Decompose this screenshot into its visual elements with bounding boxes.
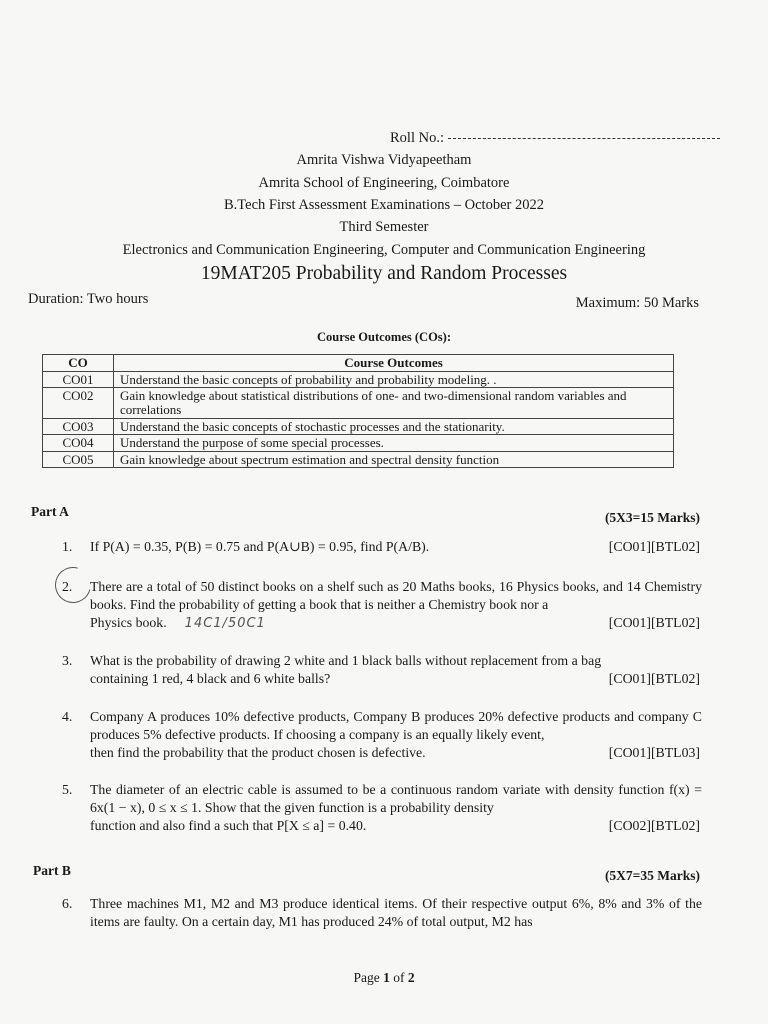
question-number: 1. [62, 539, 73, 554]
co-tag: [CO01][BTL02] [608, 539, 700, 554]
question-text: Company A produces 10% defective products, Company B produces 20% defective products and company C produces 5% defective products. If choosing a company is an equally likely event, [90, 709, 702, 742]
question-text: What is the probability of drawing 2 white and 1 black balls without replacement from a bag [90, 653, 602, 668]
question-3 [62, 652, 702, 688]
duration: Duration: Two hours [28, 291, 149, 307]
question-number: 2. [62, 579, 73, 594]
question-text-end: Physics book. [90, 614, 167, 630]
roll-number-field [390, 130, 720, 147]
question-number: 4. [62, 709, 73, 724]
page-total: 2 [407, 970, 415, 985]
column-header-outcomes: Course Outcomes [114, 355, 674, 372]
table-row [43, 388, 674, 418]
page-indicator [0, 970, 768, 986]
table-row [43, 418, 674, 435]
table-row [43, 435, 674, 452]
question-5 [62, 781, 702, 835]
page-number: 1 [383, 970, 390, 985]
part-a-label: Part A [31, 504, 69, 519]
table-row [43, 371, 674, 388]
co-tag: [CO01][BTL03] [608, 744, 700, 760]
roll-number-blank [448, 138, 720, 139]
school-name: Amrita School of Engineering, Coimbatore [258, 175, 510, 191]
question-number: 3. [62, 653, 73, 668]
question-number: 5. [62, 782, 73, 797]
question-6 [62, 895, 702, 931]
exam-name: B.Tech First Assessment Examinations – October 2022 [224, 197, 544, 213]
course-title: 19MAT205 Probability and Random Processes [200, 263, 568, 284]
course-outcomes-table [42, 354, 674, 468]
question-text: If P(A) = 0.35, P(B) = 0.75 and P(A∪B) = 0.95, find P(A/B). [90, 539, 430, 554]
question-text-end: containing 1 red, 4 black and 6 white balls? [90, 670, 331, 686]
co-text: Gain knowledge about spectrum estimation and spectral density function [114, 451, 674, 468]
question-text: Three machines M1, M2 and M3 produce identical items. Of their respective output 6%, 8% and 3% of the items are faulty. On a certain day, M1 has produced 24% of total output, M2 has [90, 896, 702, 929]
co-text: Understand the basic concepts of stochastic processes and the stationarity. [114, 418, 674, 435]
co-code: CO02 [43, 388, 114, 418]
table-row [43, 451, 674, 468]
co-text: Understand the purpose of some special processes. [114, 435, 674, 452]
question-text-end: then find the probability that the product chosen is defective. [90, 744, 426, 760]
question-text-end: function and also find a such that P[X ≤ a] = 0.40. [90, 817, 367, 833]
co-text: Gain knowledge about statistical distributions of one- and two-dimensional random variables and correlations [114, 388, 674, 418]
part-b-label: Part B [33, 863, 71, 878]
co-text: Understand the basic concepts of probability and probability modeling. . [114, 371, 674, 388]
page-mid: of [389, 970, 408, 985]
column-header-co: CO [43, 355, 114, 372]
semester: Third Semester [339, 219, 429, 235]
co-code: CO03 [43, 418, 114, 435]
question-2 [62, 578, 702, 633]
page-prefix: Page [353, 970, 384, 985]
max-marks: Maximum: 50 Marks [575, 295, 699, 311]
co-code: CO04 [43, 435, 114, 452]
handwritten-note: 14C1/50C1 [184, 615, 266, 631]
co-code: CO05 [43, 451, 114, 468]
co-tag: [CO01][BTL02] [608, 614, 700, 630]
table-header-row [43, 355, 674, 372]
question-4 [62, 708, 702, 762]
course-outcomes-title: Course Outcomes (COs): [316, 330, 451, 344]
question-1 [62, 538, 702, 556]
question-text: The diameter of an electric cable is assumed to be a continuous random variate with density function f(x) = 6x(1 − x), 0 ≤ x ≤ 1. Show that the given function is a probability density [90, 782, 702, 815]
departments: Electronics and Communication Engineering, Computer and Communication Engineering [122, 242, 646, 258]
part-b-marks: (5X7=35 Marks) [604, 868, 700, 883]
co-code: CO01 [43, 371, 114, 388]
question-text: There are a total of 50 distinct books on a shelf such as 20 Maths books, 16 Physics books, and 14 Chemistry books. Find the probability of getting a book that is neither a Chemistry book nor a [90, 579, 702, 612]
co-tag: [CO02][BTL02] [608, 817, 700, 833]
roll-number-label: Roll No.: [390, 130, 444, 146]
part-a-marks: (5X3=15 Marks) [604, 510, 700, 525]
co-tag: [CO01][BTL02] [608, 670, 700, 686]
university-name: Amrita Vishwa Vidyapeetham [296, 152, 472, 168]
question-number: 6. [62, 896, 73, 911]
